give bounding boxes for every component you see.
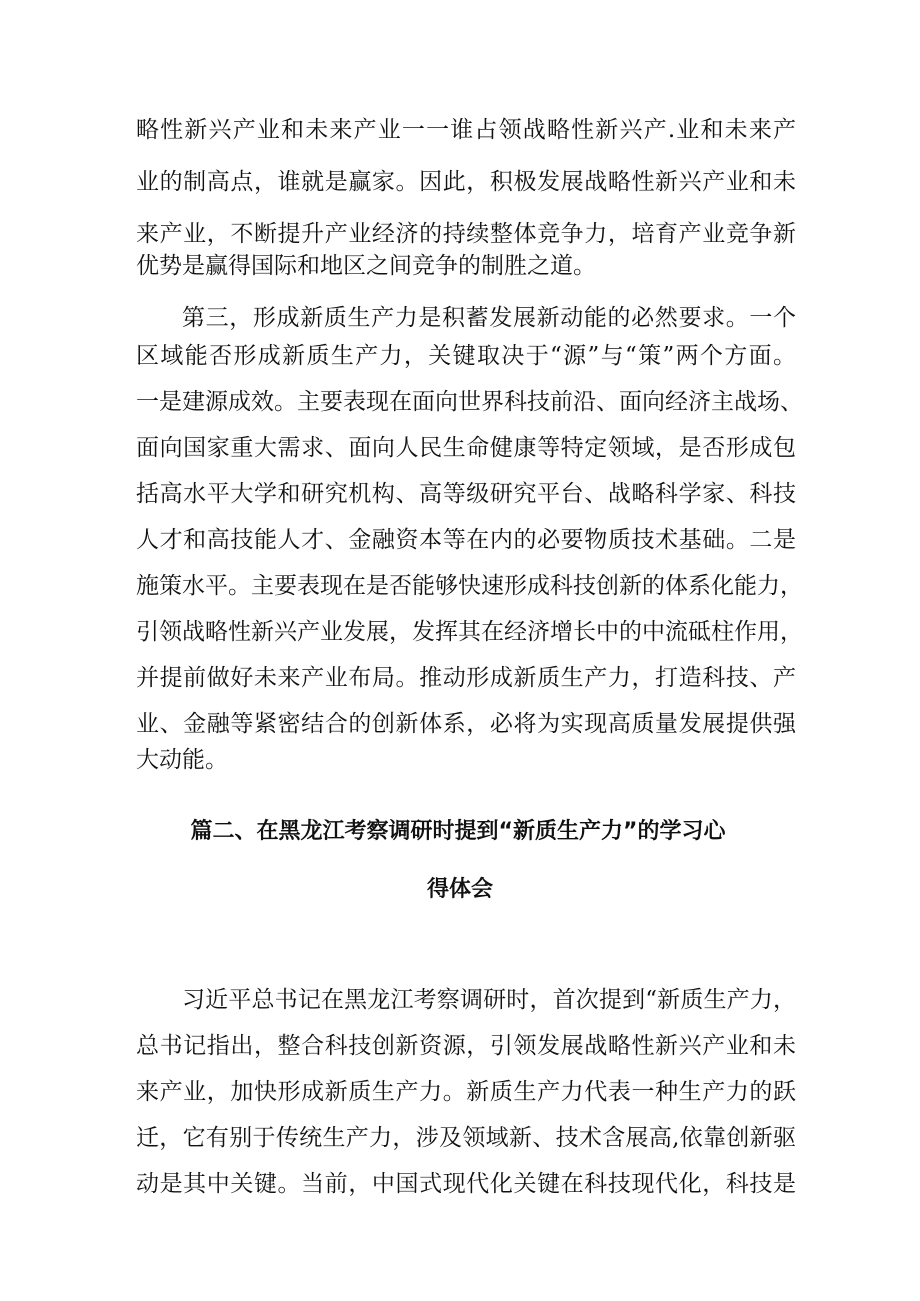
paragraph-first-line: 习近平总书记在黑龙江考察调研时，首次提到“新质生产力， — [182, 987, 796, 1013]
body-text-line: 施策水平。主要表现在是否能够快速形成科技创新的体系化能力， — [136, 573, 803, 599]
body-text-line: 来产业，不断提升产业经济的持续整体竞争力，培育产业竞争新 — [136, 221, 796, 247]
paragraph-first-line: 第三，形成新质生产力是积蓄发展新动能的必然要求。一个 — [182, 305, 796, 331]
body-text-line: 业的制高点，谁就是赢家。因此，积极发展战略性新兴产业和未 — [136, 169, 796, 195]
body-text-line: 大动能。 — [136, 747, 228, 773]
body-text-line: 并提前做好未来产业布局。推动形成新质生产力，打造科技、产 — [136, 665, 796, 691]
body-text-line: 优势是赢得国际和地区之间竞争的制胜之道。 — [136, 253, 596, 279]
section-heading-line-1: 篇二、在黑龙江考察调研时提到“新质生产力”的学习心 — [190, 819, 726, 844]
body-text-line: 来产业，加快形成新质生产力。新质生产力代表一种生产力的跃 — [136, 1079, 796, 1105]
section-heading-line-2: 得体会 — [426, 877, 493, 902]
body-text-line: 总书记指出，整合科技创新资源，引领发展战略性新兴产业和未 — [136, 1033, 796, 1059]
body-text-line: 略性新兴产业和未来产业一一谁占领战略性新兴产.业和未来产 — [136, 117, 796, 143]
body-text-line: 区域能否形成新质生产力，关键取决于“源”与“策”两个方面。 — [136, 343, 796, 369]
body-text-line: 动是其中关键。当前，中国式现代化关键在科技现代化，科技是 — [136, 1171, 796, 1197]
body-text-line: 引领战略性新兴产业发展，发挥其在经济增长中的中流砥柱作用， — [136, 619, 803, 645]
body-text-line: 面向国家重大需求、面向人民生命健康等特定领域，是否形成包 — [136, 435, 796, 461]
body-text-line: 人才和高技能人才、金融资本等在内的必要物质技术基础。二是 — [136, 527, 796, 553]
body-text-line: 括高水平大学和研究机构、高等级研究平台、战略科学家、科技 — [136, 481, 796, 507]
body-text-line: 业、金融等紧密结合的创新体系，必将为实现高质量发展提供强 — [136, 711, 796, 737]
body-text-line: 迁，它有别于传统生产力，涉及领域新、技术含展高,依靠创新驱 — [136, 1125, 796, 1151]
body-text-line: 一是建源成效。主要表现在面向世界科技前沿、面向经济主战场、 — [136, 389, 803, 415]
